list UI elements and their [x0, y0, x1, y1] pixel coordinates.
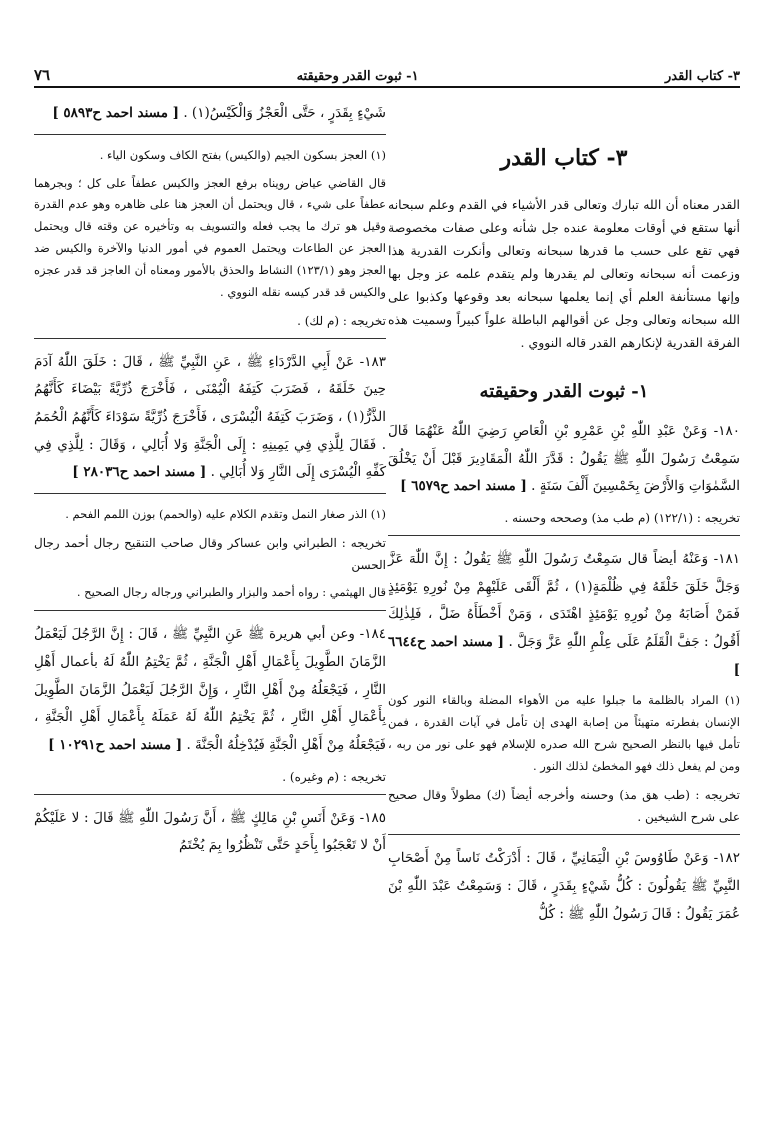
hadith-183-takhrij: تخريجه : الطبراني وابن عساكر وقال صاحب التنقيح رجال أحمد رجال الحسن	[34, 535, 386, 573]
hadith-182-commentary: قال القاضي عياض رويناه برفع العجز والكيس عطفاً على كل ؛ وبجرهما عطفاً على شيء ، قال ويحتمل أن العجز هنا على ظاهره وهو عدم القدرة وقيل هو ترك ما يجب فعله والتسويف به وتأخيره عن وقته قال ويحتمل العجز عن الطاعات ويحتمل العموم في أمور الدنيا والآخرة والكيس ضد العجز وهو (١٢٣/١) النشاط والحذق بالأمور ومعناه أن العاجز قد قدر عجزه والكيس قد قدر كيسه نقله النووي .	[34, 175, 386, 299]
hadith-181-ref: [ مسند احمد ح٦٦٤٤ ]	[388, 634, 740, 678]
divider	[34, 493, 386, 494]
hadith-180	[388, 418, 740, 501]
hadith-183	[34, 349, 386, 487]
hadith-182-takhrij: تخريجه : (م لك) .	[297, 313, 386, 328]
header-rule	[34, 86, 740, 88]
hadith-183-footnote: (١) الذر صغار النمل وتقدم الكلام عليه (والحمم) بوزن اللمم الفحم .	[65, 507, 386, 522]
chapter-intro: القدر معناه أن الله تبارك وتعالى قدر الأشياء في القدم وعلم سبحانه أنها ستقع في أوقات معلومة عنده جل شأنه وعلى صفات مخصوصة فهي تقع على حسب ما قدرها سبحانه وتعالى وأنكرت القدرية هذا وزعمت أنه سبحانه وتعالى لم يقدرها ولم يتقدم علمه عز وجل بها وإنها مستأنفة العلم أي إنما يعلمها سبحانه بعد وقوعها وكذبوا على الله سبحانه وتعالى وجل عن أقوالهم الباطلة علواً كبيراً وسميت هذه الفرقة القدرية لإنكارهم القدر قاله النووي .	[388, 196, 740, 351]
divider	[34, 610, 386, 611]
hadith-183-ref: [ مسند احمد ح٢٨٠٣٦ ]	[72, 464, 207, 481]
hadith-182-ref: [ مسند احمد ح٥٨٩٣ ]	[52, 105, 180, 121]
section-title: ١- ثبوت القدر وحقيقته	[479, 380, 649, 402]
running-header	[34, 58, 740, 84]
divider	[34, 134, 386, 135]
hadith-182-continuation	[34, 100, 386, 128]
hadith-182: ١٨٢- وَعَنْ طَاوُوسَ بْنِ الْيَمَانِيِّ ، قَالَ : أَدْرَكْتُ نَاساً مِنْ أَصْحَابِ النَّبِيِّ ﷺ يَقُولُونَ : كُلُّ شَيْءٍ بِقَدَرٍ ، قَالَ : وَسَمِعْتُ عَبْدَ اللّٰهِ بْنَ عُمَرَ يَقُولُ : قَالَ رَسُولُ اللّٰهِ ﷺ : كُلُّ	[388, 850, 740, 922]
hadith-183-text: ١٨٣- عَنْ أَبِي الدَّرْدَاءِ ﷺ ، عَنِ النَّبِيِّ ﷺ ، قَالَ : خَلَقَ اللّٰهُ آدَمَ حِينَ خَلَقَهُ ، فَضَرَبَ كَتِفَهُ الْيُمْنَى ، فَأَخْرَجَ ذُرِّيَّةً بَيْضَاءَ كَأَنَّهُمُ الذَّرُّ(١) ، وَضَرَبَ كَتِفَهُ الْيُسْرَى ، فَأَخْرَجَ ذُرِّيَّةً سَوْدَاءَ كَأَنَّهُمُ الْحُمَمُ . فَقَالَ لِلَّذِي فِي يَمِينِهِ : إِلَى الْجَنَّةِ وَلا أُبَالِي ، وَقَالَ : لِلَّذِي فِي كَفِّهِ الْيُسْرَى إِلَى النَّارِ وَلا أُبَالِي .	[34, 353, 386, 481]
hadith-181-takhrij: تخريجه : (طب هق مذ) وحسنه وأخرجه أيضاً (ك) مطولاً وقال صحيح على شرح الشيخين .	[388, 787, 740, 824]
chapter-title: ٣- كتاب القدر	[500, 145, 628, 171]
hadith-180-takhrij: تخريجه : (١٢٢/١) (م طب مذ) وصححه وحسنه .	[504, 510, 740, 525]
hadith-182-cont-text: شَيْءٍ بِقَدَرٍ ، حَتَّى الْعَجْزُ وَالْكَيْسُ(١) .	[183, 105, 386, 121]
page-number: ٧٦	[34, 66, 51, 84]
hadith-180-text: ١٨٠- وَعَنْ عَبْدِ اللّٰهِ بْنِ عَمْرِو بْنِ الْعَاصِ رَضِيَ اللّٰهُ عَنْهُمَا قَالَ سَمِعْتُ رَسُولَ اللّٰهِ ﷺ يَقُولُ : قَدَّرَ اللّٰهُ الْمَقَادِيرَ قَبْلَ أَنْ يَخْلُقَ السَّمٰوَاتِ وَالأَرْضَ بِخَمْسِينَ أَلْفَ سَنَةٍ .	[388, 422, 740, 495]
divider	[388, 834, 740, 835]
divider	[34, 338, 386, 339]
hadith-181-footnote: (١) المراد بالظلمة ما جبلوا عليه من الأهواء المضلة وبالقاء النور كون الإنسان بفطرته متهيئاً من إصابة الهدى إن تأمل في آيات القدرة ، فمن تأمل فيها بالنظر الصحيح شرح الله صدره للإسلام فهو على نور من ربه ، ومن لم يفعل ذلك فهو المخطئ لذلك النور .	[388, 693, 740, 773]
hadith-184	[34, 621, 386, 759]
header-section-title: ١- ثبوت القدر وحقيقته	[296, 69, 419, 84]
hadith-185: ١٨٥- وَعَنْ أَنَسِ بْنِ مَالِكٍ ﷺ ، أَنَّ رَسُولَ اللّٰهِ ﷺ قَالَ : لا عَلَيْكُمْ أَنْ لا تَعْجَبُوا بِأَحَدٍ حَتَّى تَنْظُرُوا بِمَ يُخْتَمُ	[34, 809, 386, 854]
right-column	[388, 100, 740, 934]
hadith-181	[388, 546, 740, 684]
hadith-184-text: ١٨٤- وعن أبي هريرة ﷺ عَنِ النَّبِيِّ ﷺ ، قَالَ : إِنَّ الرَّجُلَ لَيَعْمَلُ الزَّمَانَ الطَّوِيلَ بِأَعْمَالِ أَهْلِ الْجَنَّةِ ، ثُمَّ يَخْتِمُ اللّٰهُ لَهُ بأعمال أَهْلِ النَّارِ ، فَيَجْعَلُهُ مِنْ أَهْلِ النَّارِ ، وَإِنَّ الرَّجُلَ لَيَعْمَلُ الزَّمَانَ الطَّوِيلَ بِأَعْمَالِ أَهْلِ النَّارِ ، ثُمَّ يَخْتِمُ اللّٰهُ لَهُ عَمَلَهُ بِأَعْمَالِ أَهْلِ الْجَنَّةِ ، فَيَجْعَلُهُ مِنْ أَهْلِ الْجَنَّةِ فَيُدْخِلُهُ الْجَنَّةَ .	[34, 626, 386, 753]
hadith-182-footnote: (١) العجز بسكون الجيم (والكيس) بفتح الكاف وسكون الياء .	[99, 147, 386, 162]
divider	[34, 794, 386, 795]
divider	[388, 535, 740, 536]
hadith-184-takhrij: تخريجه : (م وغيره) .	[282, 769, 386, 784]
hadith-180-ref: [ مسند احمد ح٦٥٧٩ ]	[400, 478, 527, 495]
left-column	[34, 100, 386, 866]
hadith-183-haythami: قال الهيثمي : رواه أحمد والبزار والطبراني ورجاله رجال الصحيح .	[76, 585, 386, 600]
hadith-181-text: ١٨١- وَعَنْهُ أيضاً قال سَمِعْتُ رَسُولَ اللّٰهِ ﷺ يَقُولُ : إِنَّ اللّٰهَ عَزَّ وَجَلَّ خَلَقَ خَلْقَهُ فِي ظُلْمَةٍ(١) ، ثُمَّ أَلْقَى عَلَيْهِمْ مِنْ نُورِهِ يَوْمَئِذٍ فَمَنْ أَصَابَهُ مِنْ نُورِهِ يَوْمَئِذٍ اهْتَدَى ، وَمَنْ أَخْطَأَهُ ضَلَّ ، فَلِذٰلِكَ أَقُولُ : جَفَّ الْقَلَمُ عَلَى عِلْمِ اللّٰهِ عَزَّ وَجَلَّ .	[388, 551, 740, 651]
hadith-184-ref: [ مسند احمد ح١٠٢٩١ ]	[48, 736, 183, 753]
header-chapter-title: ٣- كتاب القدر	[665, 69, 740, 84]
